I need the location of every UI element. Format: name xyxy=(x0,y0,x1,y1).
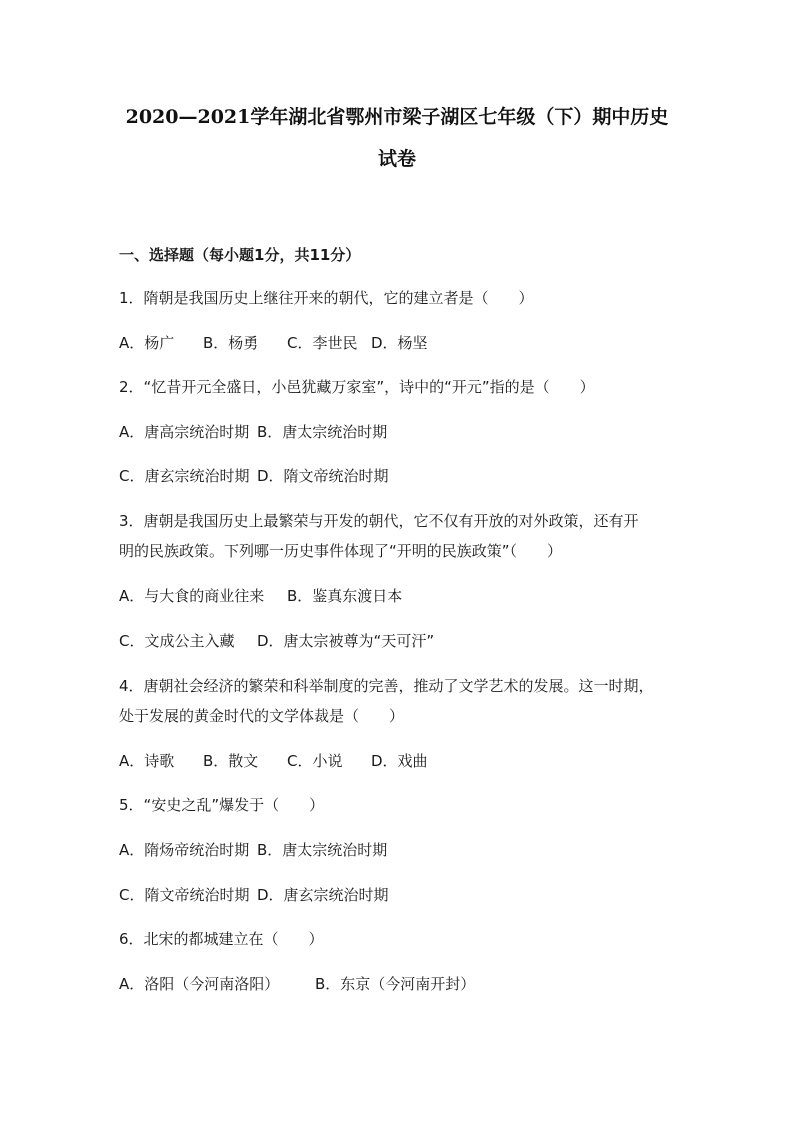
question-2-options-row-1 xyxy=(119,422,387,442)
option-d: D．隋文帝统治时期 xyxy=(257,467,389,485)
option-c: C．李世民 xyxy=(287,334,358,352)
option-b: B．散文 xyxy=(203,752,259,770)
question-5-stem: 5．“安史之乱”爆发于（ ） xyxy=(119,796,325,814)
question-6-options xyxy=(119,974,475,994)
option-d: D．唐太宗被尊为“天可汗” xyxy=(257,632,435,650)
option-a: A．洛阳（今河南洛阳） xyxy=(119,975,280,993)
question-1-options xyxy=(119,333,428,353)
option-a: A．唐高宗统治时期 xyxy=(119,423,250,441)
exam-title-line-1: 2020—2021学年湖北省鄂州市梁子湖区七年级（下）期中历史 xyxy=(125,106,669,128)
option-b: B．唐太宗统治时期 xyxy=(257,423,388,441)
option-a: A．与大食的商业往来 xyxy=(119,587,265,605)
option-a: A．杨广 xyxy=(119,334,175,352)
option-d: D．戏曲 xyxy=(371,752,428,770)
question-4-stem-line-2: 处于发展的黄金时代的文学体裁是（ ） xyxy=(119,707,405,725)
question-3-options-row-1 xyxy=(119,586,402,606)
question-5-options-row-2 xyxy=(119,885,389,905)
option-b: B．鉴真东渡日本 xyxy=(287,587,403,605)
option-d: D．唐玄宗统治时期 xyxy=(257,886,389,904)
question-5-options-row-1 xyxy=(119,840,387,860)
question-3-stem-line-1: 3．唐朝是我国历史上最繁荣与开发的朝代，它不仅有开放的对外政策，还有开 xyxy=(119,512,639,530)
option-c: C．小说 xyxy=(287,752,343,770)
option-a: A．诗歌 xyxy=(119,752,175,770)
option-a: A．隋炀帝统治时期 xyxy=(119,841,250,859)
option-c: C．唐玄宗统治时期 xyxy=(119,467,250,485)
question-1-stem: 1．隋朝是我国历史上继往开来的朝代，它的建立者是（ ） xyxy=(119,289,534,307)
question-4-stem-line-1: 4．唐朝社会经济的繁荣和科举制度的完善，推动了文学艺术的发展。这一时期， xyxy=(119,677,654,695)
option-b: B．东京（今河南开封） xyxy=(315,975,476,993)
option-d: D．杨坚 xyxy=(371,334,428,352)
question-4-options xyxy=(119,751,428,771)
option-c: C．文成公主入藏 xyxy=(119,632,235,650)
option-b: B．杨勇 xyxy=(203,334,259,352)
question-3-options-row-2 xyxy=(119,631,434,651)
option-c: C．隋文帝统治时期 xyxy=(119,886,250,904)
question-6-stem: 6．北宋的都城建立在（ ） xyxy=(119,930,324,948)
question-2-stem: 2．“忆昔开元全盛日，小邑犹藏万家室”，诗中的“开元”指的是（ ） xyxy=(119,378,595,396)
option-b: B．唐太宗统治时期 xyxy=(257,841,388,859)
section-heading: 一、选择题（每小题1分，共11分） xyxy=(119,246,361,264)
question-2-options-row-2 xyxy=(119,466,389,486)
question-3-stem-line-2: 明的民族政策。下列哪一历史事件体现了“开明的民族政策”（ ） xyxy=(119,542,563,560)
exam-title-line-2: 试卷 xyxy=(377,148,416,170)
